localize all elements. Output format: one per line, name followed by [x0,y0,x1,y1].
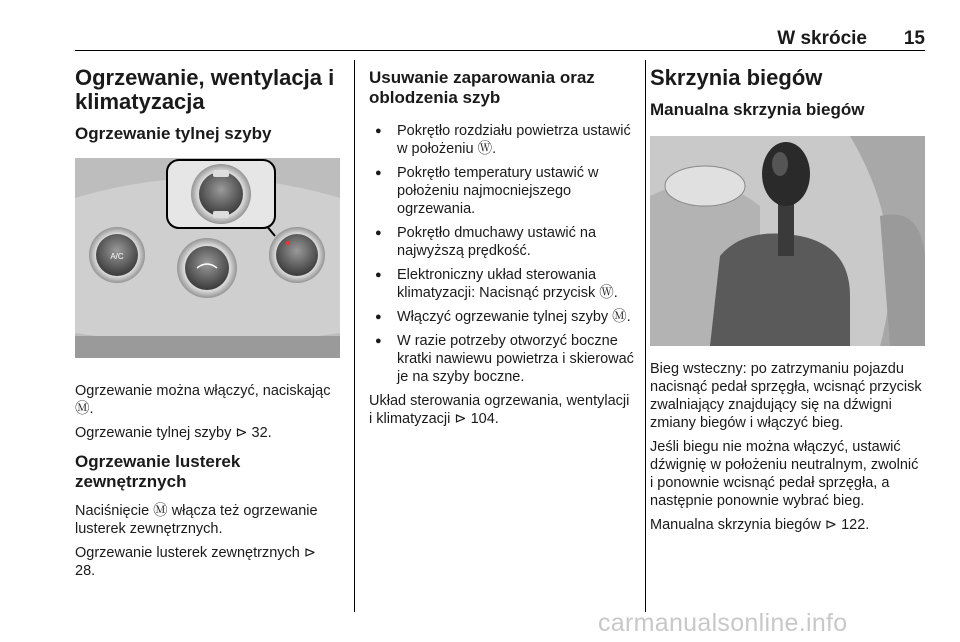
paragraph-heating-enable: Ogrzewanie można włączyć, naciskając Ⓜ. [75,383,331,417]
page-header [75,28,925,50]
list-item: ● Pokrętło rozdziału powietrza ustawić w położeniu Ⓦ. [369,122,635,158]
subheading-mirror-heating: Ogrzewanie lusterek zewnętrznych [75,452,241,491]
list-item: ● Elektroniczny układ sterowania klimatyzacji: Nacisnąć przycisk Ⓦ. [369,266,635,302]
subheading-demisting: Usuwanie zaparowania oraz oblodzenia szyb [369,68,595,107]
column-2 [369,60,635,428]
ac-label: A/C [110,252,124,261]
paragraph-gear-engage: Jeśli biegu nie można włączyć, ustawić dźwignię w położeniu neutralnym, zwolnić i ponownie wcisnąć pedał sprzęgła, a następnie ponownie wybrać bieg. [650,439,919,509]
paragraph-transmission-ref: Manualna skrzynia biegów ⊳ 122. [650,517,870,533]
section-heading-transmission: Skrzynia biegów [650,65,823,90]
list-item: ● W razie potrzeby otworzyć boczne kratki nawiewu powietrza i skierować je na szyby boczne. [369,332,635,386]
gear-knob [762,142,810,206]
fan-knob [177,238,237,298]
demisting-steps [369,122,635,386]
climate-control-figure [75,158,340,358]
list-item: ● Włączyć ogrzewanie tylnej szyby Ⓜ. [369,308,635,326]
paragraph-mirror-heating: Naciśnięcie Ⓜ włącza też ogrzewanie lusterek zewnętrznych. [75,503,318,537]
paragraph-mirror-ref: Ogrzewanie lusterek zewnętrznych ⊳ 28. [75,545,317,579]
page-number: 15 [903,28,925,49]
column-divider-2 [645,60,646,612]
air-distribution-knob [269,227,325,283]
subheading-manual-transmission: Manualna skrzynia biegów [650,100,865,119]
header-rule [75,50,925,51]
zoomed-knob [191,164,251,224]
list-item: ● Pokrętło temperatury ustawić w położeniu najmocniejszego ogrzewania. [369,164,635,218]
gear-lever-figure [650,136,925,346]
list-item: ● Pokrętło dmuchawy ustawić na najwyższą prędkość. [369,224,635,260]
paragraph-hvac-ref: Układ sterowania ogrzewania, wentylacji i klimatyzacji ⊳ 104. [369,393,630,427]
ac-knob [89,227,145,283]
section-title: W skrócie [777,28,867,49]
watermark: carmanualsonline.info [598,609,848,637]
section-heading-hvac: Ogrzewanie, wentylacja i klimatyzacja [75,65,335,114]
column-divider-1 [354,60,355,612]
subheading-rear-window-heating: Ogrzewanie tylnej szyby [75,124,272,143]
paragraph-rear-window-ref: Ogrzewanie tylnej szyby ⊳ 32. [75,425,272,441]
column-1 [75,60,340,580]
column-3 [650,60,925,534]
paragraph-reverse-gear: Bieg wsteczny: po zatrzymaniu pojazdu nacisnąć pedał sprzęgła, wcisnąć przycisk zwalniający znajdujący się na dźwigni zmiany biegów i włączyć bieg. [650,361,922,431]
